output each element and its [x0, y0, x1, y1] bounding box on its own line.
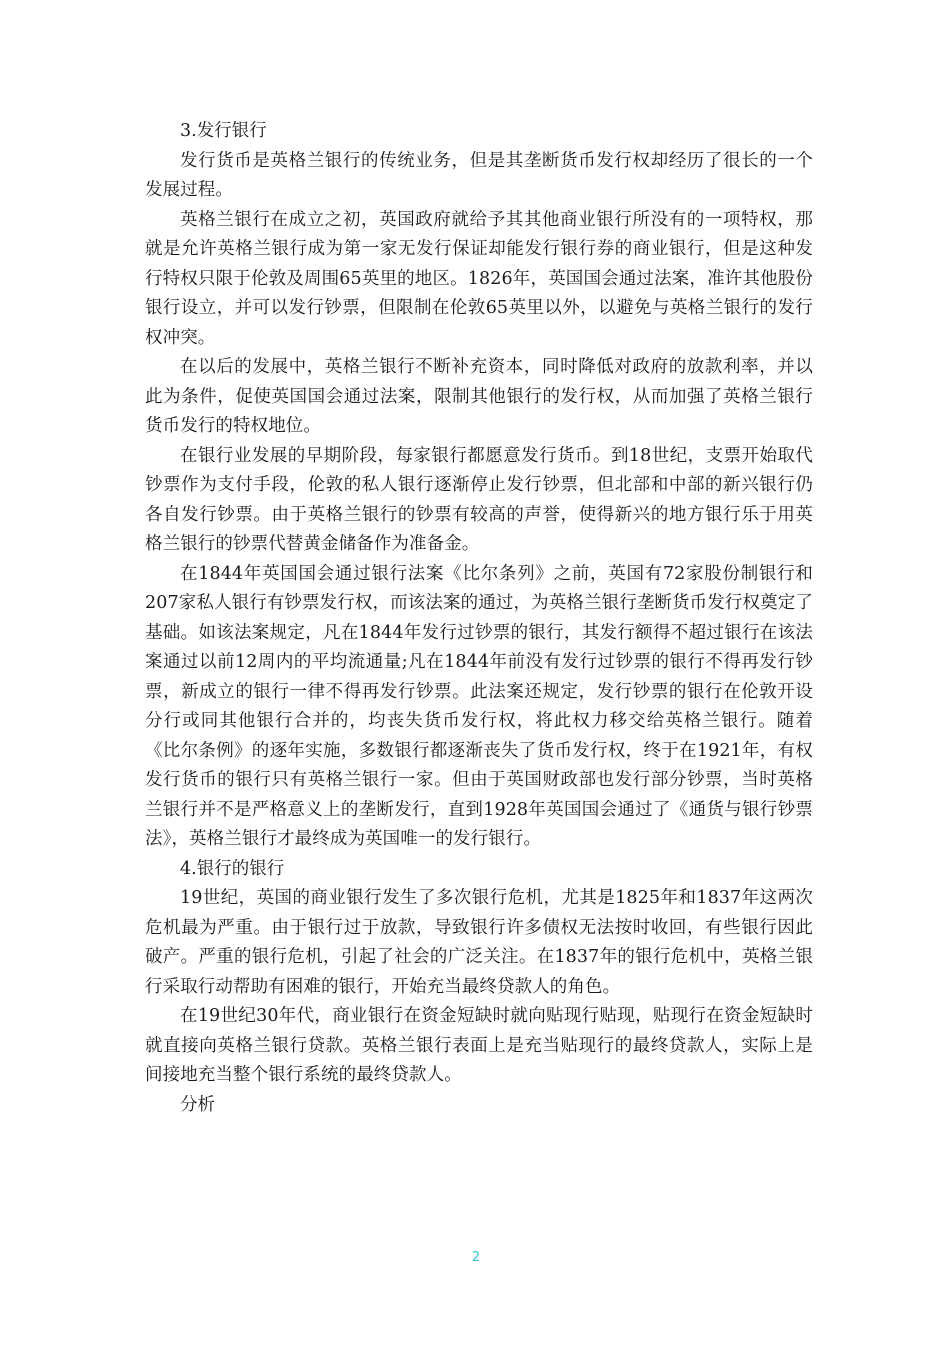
section-heading-analysis: 分析: [180, 1094, 215, 1115]
section-heading-4: 4.银行的银行: [180, 858, 285, 879]
paragraph: 在以后的发展中，英格兰银行不断补充资本，同时降低对政府的放款利率，并以此为条件，促使英国国会通过法案，限制其他银行的发行权，从而加强了英格兰银行货币发行的特权地位。: [145, 357, 813, 436]
paragraph: 在银行业发展的早期阶段，每家银行都愿意发行货币。到18世纪，支票开始取代钞票作为支付手段，伦敦的私人银行逐渐停止发行钞票，但北部和中部的新兴银行仍各自发行钞票。由于英格兰银行的钞票有较高的声誉，使得新兴的地方银行乐于用英格兰银行的钞票代替黄金储备作为准备金。: [145, 445, 813, 554]
paragraph: 在1844年英国国会通过银行法案《比尔条列》之前，英国有72家股份制银行和207家私人银行有钞票发行权，而该法案的通过，为英格兰银行垄断货币发行权奠定了基础。如该法案规定，凡在1844年发行过钞票的银行，其发行额得不超过银行在该法案通过以前12周内的平均流通量;凡在1844年前没有发行过钞票的银行不得再发行钞票，新成立的银行一律不得再发行钞票。此法案还规定，发行钞票的银行在伦敦开设分行或同其他银行合并的，均丧失货币发行权，将此权力移交给英格兰银行。随着《比尔条例》的逐年实施，多数银行都逐渐丧失了货币发行权，终于在1921年，有权发行货币的银行只有英格兰银行一家。但由于英国财政部也发行部分钞票，当时英格兰银行并不是严格意义上的垄断发行，直到1928年英国国会通过了《通货与银行钞票法》，英格兰银行才最终成为英国唯一的发行银行。: [145, 563, 813, 849]
document-body: [145, 117, 813, 1120]
section-heading-3: 3.发行银行: [180, 121, 267, 141]
page-number: 2: [471, 1250, 481, 1265]
paragraph: 英格兰银行在成立之初，英国政府就给予其其他商业银行所没有的一项特权，那就是允许英格兰银行成为第一家无发行保证却能发行银行券的商业银行，但是这种发行特权只限于伦敦及周围65英里的地区。1826年，英国国会通过法案，准许其他股份银行设立，并可以发行钞票，但限制在伦敦65英里以外，以避免与英格兰银行的发行权冲突。: [145, 209, 813, 348]
paragraph: 在19世纪30年代，商业银行在资金短缺时就向贴现行贴现，贴现行在资金短缺时就直接向英格兰银行贷款。英格兰银行表面上是充当贴现行的最终贷款人，实际上是间接地充当整个银行系统的最终贷款人。: [145, 1006, 813, 1085]
paragraph: 19世纪，英国的商业银行发生了多次银行危机，尤其是1825年和1837年这两次危机最为严重。由于银行过于放款，导致银行许多债权无法按时收回，有些银行因此破产。严重的银行危机，引起了社会的广泛关注。在1837年的银行危机中，英格兰银行采取行动帮助有困难的银行，开始充当最终贷款人的角色。: [145, 888, 813, 997]
paragraph: 发行货币是英格兰银行的传统业务，但是其垄断货币发行权却经历了很长的一个发展过程。: [145, 150, 813, 200]
